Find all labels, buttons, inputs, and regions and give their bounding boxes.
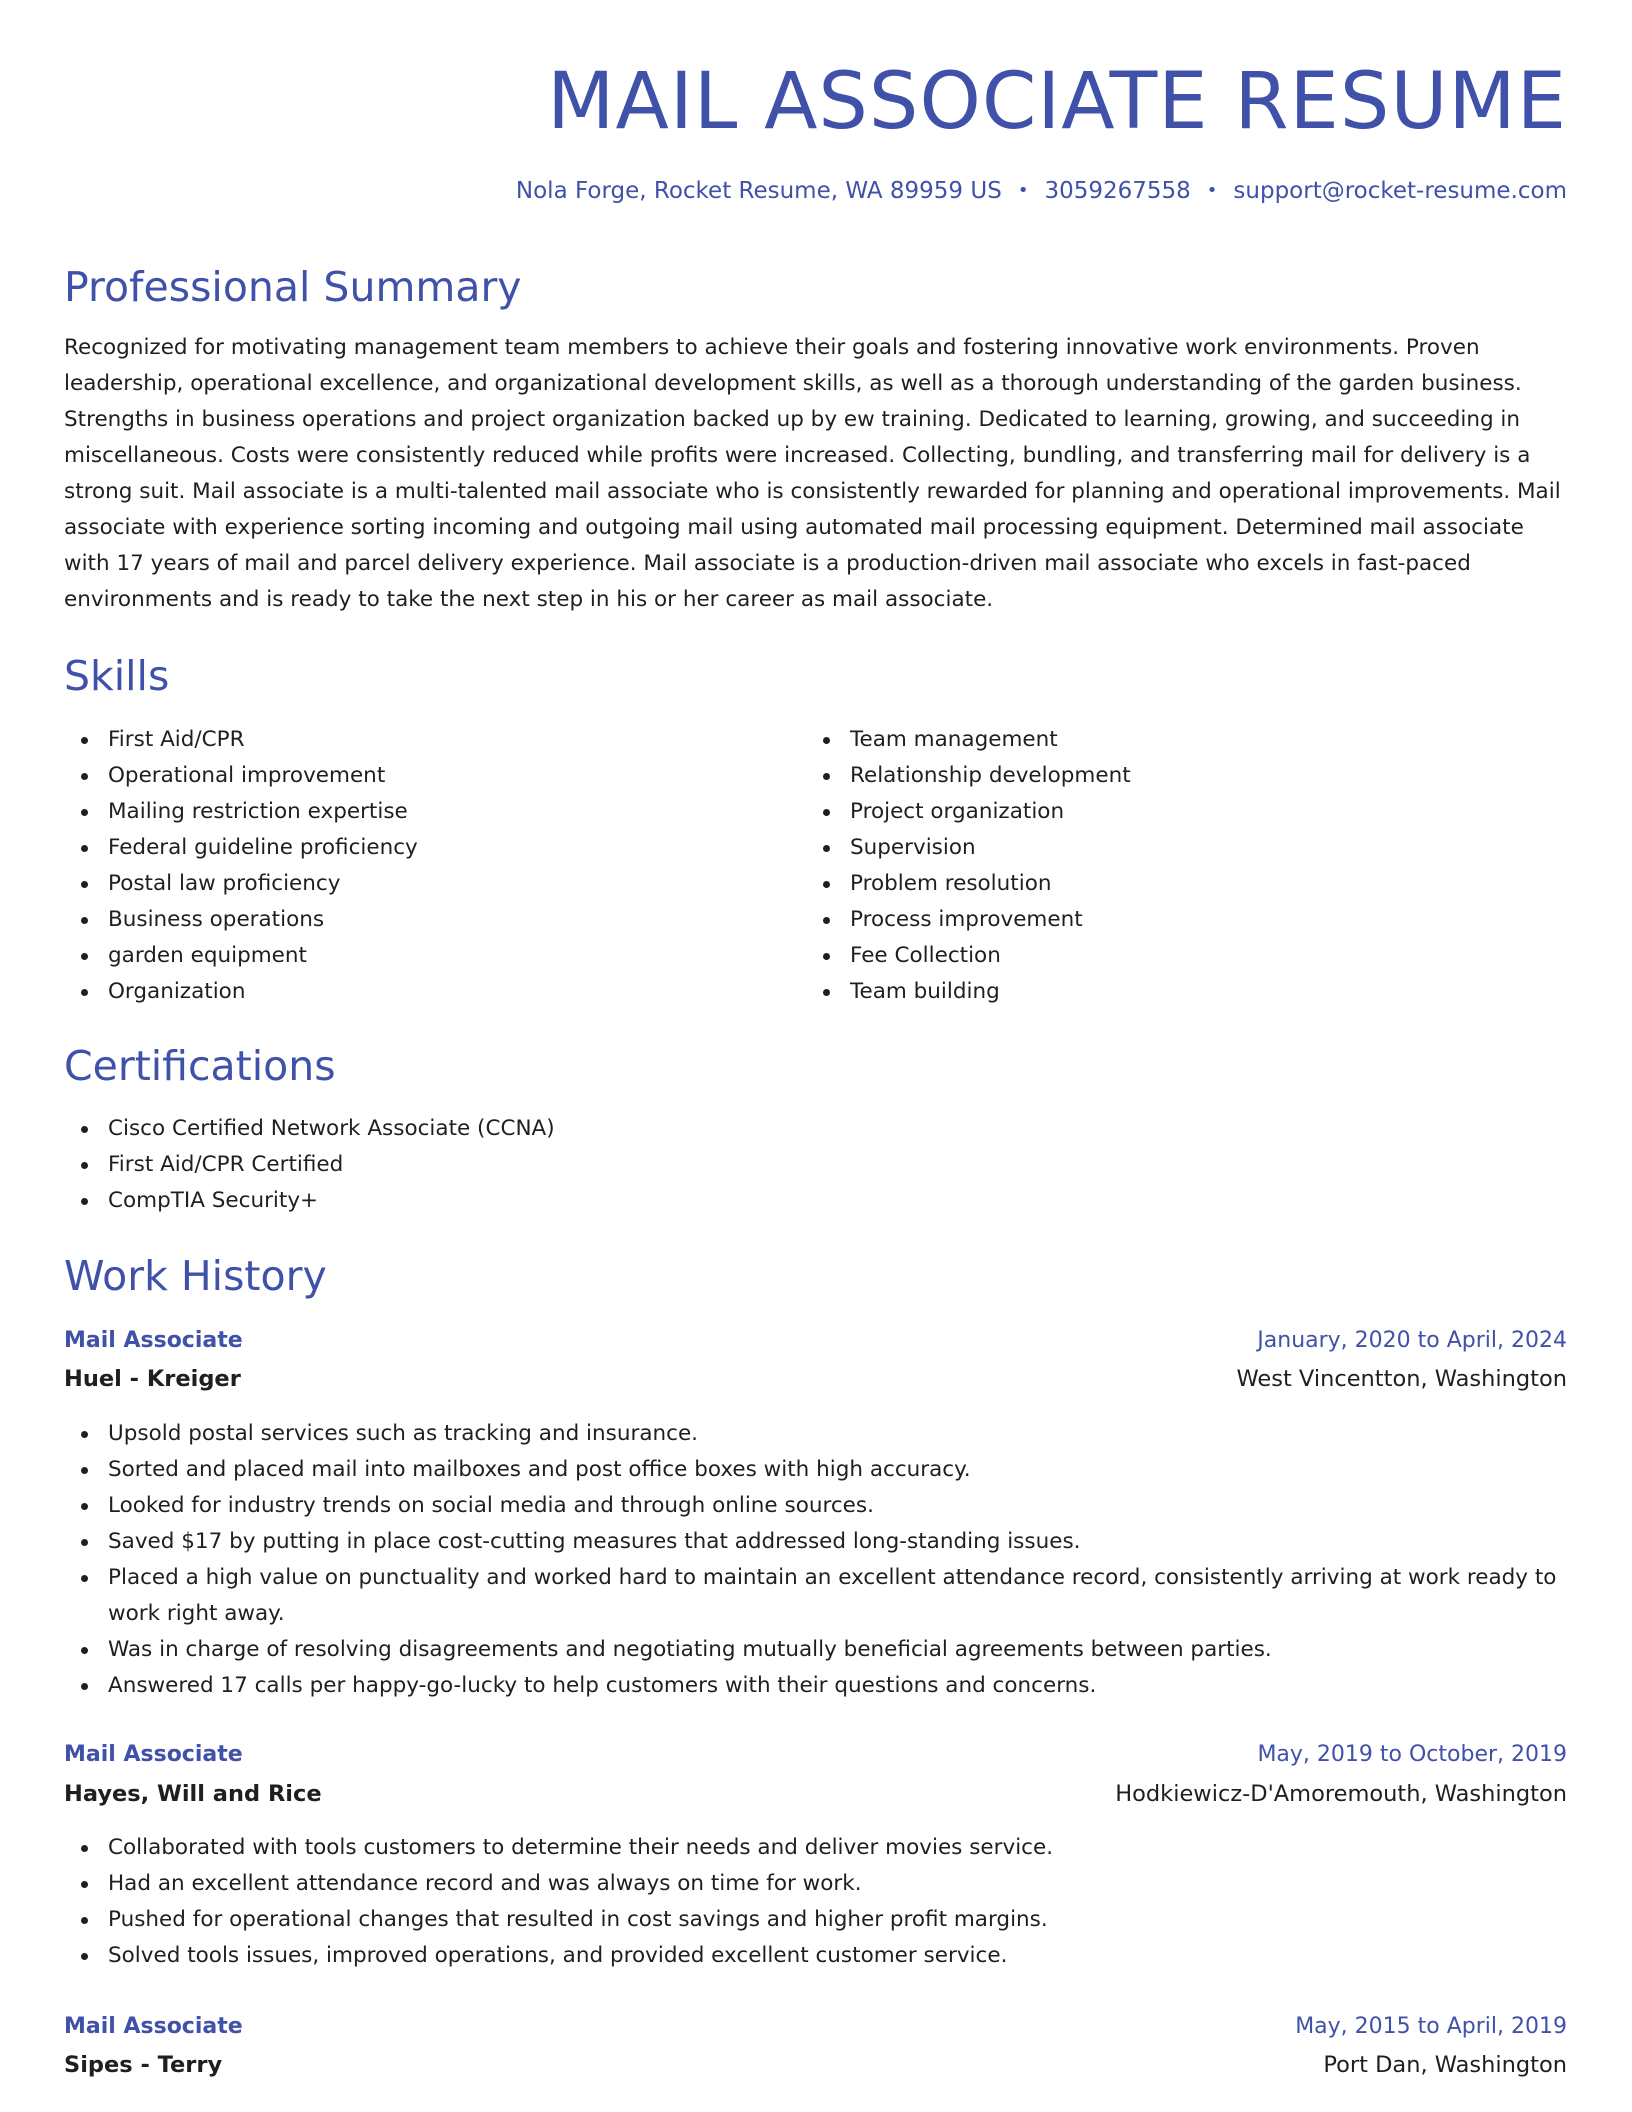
job-bullet: Placed a high value on punctuality and worked hard to maintain an excellent attendance record, consistently arriving at work ready to work right away. — [64, 1560, 1567, 1632]
skills-list-left — [64, 722, 764, 1010]
job-bullet: Solved tools issues, improved operations, and provided excellent customer service. — [64, 1938, 1567, 1974]
job-employer-row — [64, 2047, 1567, 2083]
skill-item: Federal guideline proficiency — [64, 830, 764, 866]
certifications-list — [64, 1111, 1064, 1219]
job-title: Mail Associate — [64, 1742, 243, 1767]
job-location: Port Dan, Washington — [1323, 2052, 1567, 2078]
job-dates: May, 2019 to October, 2019 — [1257, 1742, 1567, 1767]
job-bullets — [64, 1416, 1567, 1704]
skill-item: Organization — [64, 974, 764, 1010]
skill-item: Postal law proficiency — [64, 866, 764, 902]
skill-item: garden equipment — [64, 938, 764, 974]
skill-item: Supervision — [806, 830, 1506, 866]
contact-address: Nola Forge, Rocket Resume, WA 89959 US — [515, 178, 1002, 204]
job-location: Hodkiewicz-D'Amoremouth, Washington — [1115, 1781, 1567, 1807]
job-employer-row — [64, 1361, 1567, 1397]
job-header — [64, 2009, 1567, 2045]
contact-separator: • — [1017, 180, 1029, 201]
job-bullet: Saved $17 by putting in place cost-cutting measures that addressed long-standing issues. — [64, 1524, 1567, 1560]
job-bullets — [64, 1830, 1567, 1974]
job-company: Huel - Kreiger — [64, 1366, 241, 1392]
job-dates: May, 2015 to April, 2019 — [1295, 2014, 1567, 2039]
resume-title: MAIL ASSOCIATE RESUME — [547, 57, 1567, 147]
skill-item: Business operations — [64, 902, 764, 938]
contact-email: support@rocket-resume.com — [1233, 178, 1567, 204]
job-bullet: Looked for industry trends on social media and through online sources. — [64, 1488, 1567, 1524]
work-history-heading: Work History — [64, 1252, 327, 1300]
skills-list-right — [806, 722, 1506, 1010]
job-bullet: Sorted and placed mail into mailboxes and post office boxes with high accuracy. — [64, 1452, 1567, 1488]
job-header — [64, 1323, 1567, 1359]
skill-item: Relationship development — [806, 758, 1506, 794]
certifications-heading: Certifications — [64, 1042, 336, 1090]
skill-item: Problem resolution — [806, 866, 1506, 902]
job-title: Mail Associate — [64, 2014, 243, 2039]
job-bullet: Was in charge of resolving disagreements and negotiating mutually beneficial agreements between parties. — [64, 1632, 1567, 1668]
summary-text: Recognized for motivating management team members to achieve their goals and fostering innovative work environments. Proven leadership, operational excellence, and organizational development skills, as well as a thorough understanding of the garden business. Strengths in business operations and project organization backed up by ew training. Dedicated to learning, growing, and succeeding in miscellaneous. Costs were consistently reduced while profits were increased. Collecting, bundling, and transferring mail for delivery is a strong suit. Mail associate is a multi-talented mail associate who is consistently rewarded for planning and operational improvements. Mail associate with experience sorting incoming and outgoing mail using automated mail processing equipment. Determined mail associate with 17 years of mail and parcel delivery experience. Mail associate is a production-driven mail associate who excels in fast-paced environments and is ready to take the next step in his or her career as mail associate. — [64, 335, 1561, 612]
job-bullet: Upsold postal services such as tracking and insurance. — [64, 1416, 1567, 1452]
contact-line — [516, 178, 1567, 204]
job-bullet: Answered 17 calls per happy-go-lucky to help customers with their questions and concerns. — [64, 1668, 1567, 1704]
certification-item: First Aid/CPR Certified — [64, 1147, 1064, 1183]
contact-phone: 3059267558 — [1044, 178, 1191, 204]
job-location: West Vincentton, Washington — [1236, 1366, 1567, 1392]
contact-separator: • — [1206, 180, 1218, 201]
certification-item: CompTIA Security+ — [64, 1183, 1064, 1219]
job-bullet: Had an excellent attendance record and was always on time for work. — [64, 1866, 1567, 1902]
job-bullet: Pushed for operational changes that resulted in cost savings and higher profit margins. — [64, 1902, 1567, 1938]
skill-item: Team building — [806, 974, 1506, 1010]
job-bullet: Collaborated with tools customers to determine their needs and deliver movies service. — [64, 1830, 1567, 1866]
resume-page — [64, 0, 1567, 2078]
job-header — [64, 1737, 1567, 1773]
skill-item: Project organization — [806, 794, 1506, 830]
job-dates: January, 2020 to April, 2024 — [1257, 1328, 1567, 1353]
job-company: Sipes - Terry — [64, 2052, 223, 2078]
summary-heading: Professional Summary — [64, 263, 522, 311]
skill-item: First Aid/CPR — [64, 722, 764, 758]
skill-item: Fee Collection — [806, 938, 1506, 974]
skill-item: Operational improvement — [64, 758, 764, 794]
job-employer-row — [64, 1776, 1567, 1812]
skill-item: Process improvement — [806, 902, 1506, 938]
skills-heading: Skills — [64, 652, 170, 700]
job-company: Hayes, Will and Rice — [64, 1781, 322, 1807]
certification-item: Cisco Certified Network Associate (CCNA) — [64, 1111, 1064, 1147]
skill-item: Team management — [806, 722, 1506, 758]
skill-item: Mailing restriction expertise — [64, 794, 764, 830]
job-title: Mail Associate — [64, 1328, 243, 1353]
